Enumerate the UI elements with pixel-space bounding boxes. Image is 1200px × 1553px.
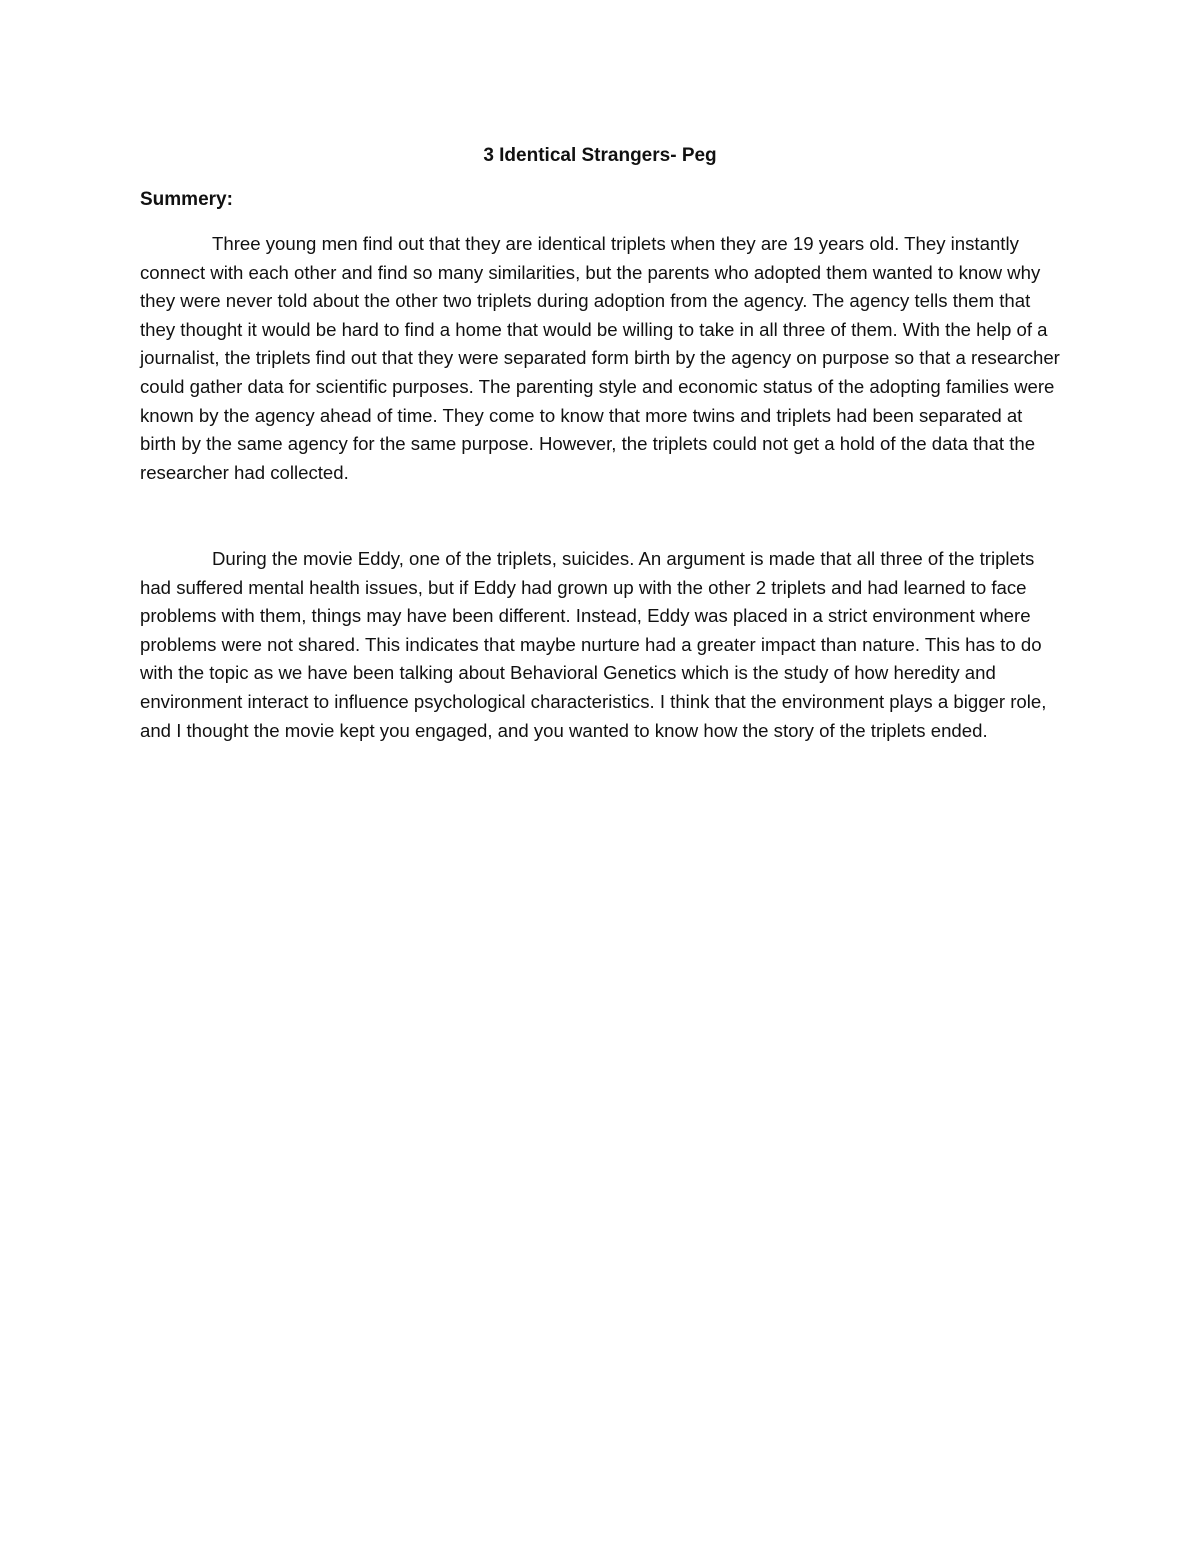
- summary-paragraph: Three young men find out that they are identical triplets when they are 19 years old. They instantly connect with each other and find so many similarities, but the parents who adopted them wanted to know why they were never told about the other two triplets during adoption from the agency. The agency tells them that they thought it would be hard to find a home that would be willing to take in all three of them. With the help of a journalist, the triplets find out that they were separated form birth by the agency on purpose so that a researcher could gather data for scientific purposes. The parenting style and economic status of the adopting families were known by the agency ahead of time. They come to know that more twins and triplets had been separated at birth by the same agency for the same purpose. However, the triplets could not get a hold of the data that the researcher had collected.: [140, 233, 1060, 483]
- reflection-paragraph: During the movie Eddy, one of the triplets, suicides. An argument is made that all three of the triplets had suffered mental health issues, but if Eddy had grown up with the other 2 triplets and had learned to face problems with them, things may have been different. Instead, Eddy was placed in a strict environment where problems were not shared. This indicates that maybe nurture had a greater impact than nature. This has to do with the topic as we have been talking about Behavioral Genetics which is the study of how heredity and environment interact to influence psychological characteristics. I think that the environment plays a bigger role, and I thought the movie kept you engaged, and you wanted to know how the story of the triplets ended.: [140, 548, 1047, 741]
- document-title: 3 Identical Strangers- Peg: [483, 145, 717, 166]
- section-heading-summary: Summery:: [140, 189, 233, 210]
